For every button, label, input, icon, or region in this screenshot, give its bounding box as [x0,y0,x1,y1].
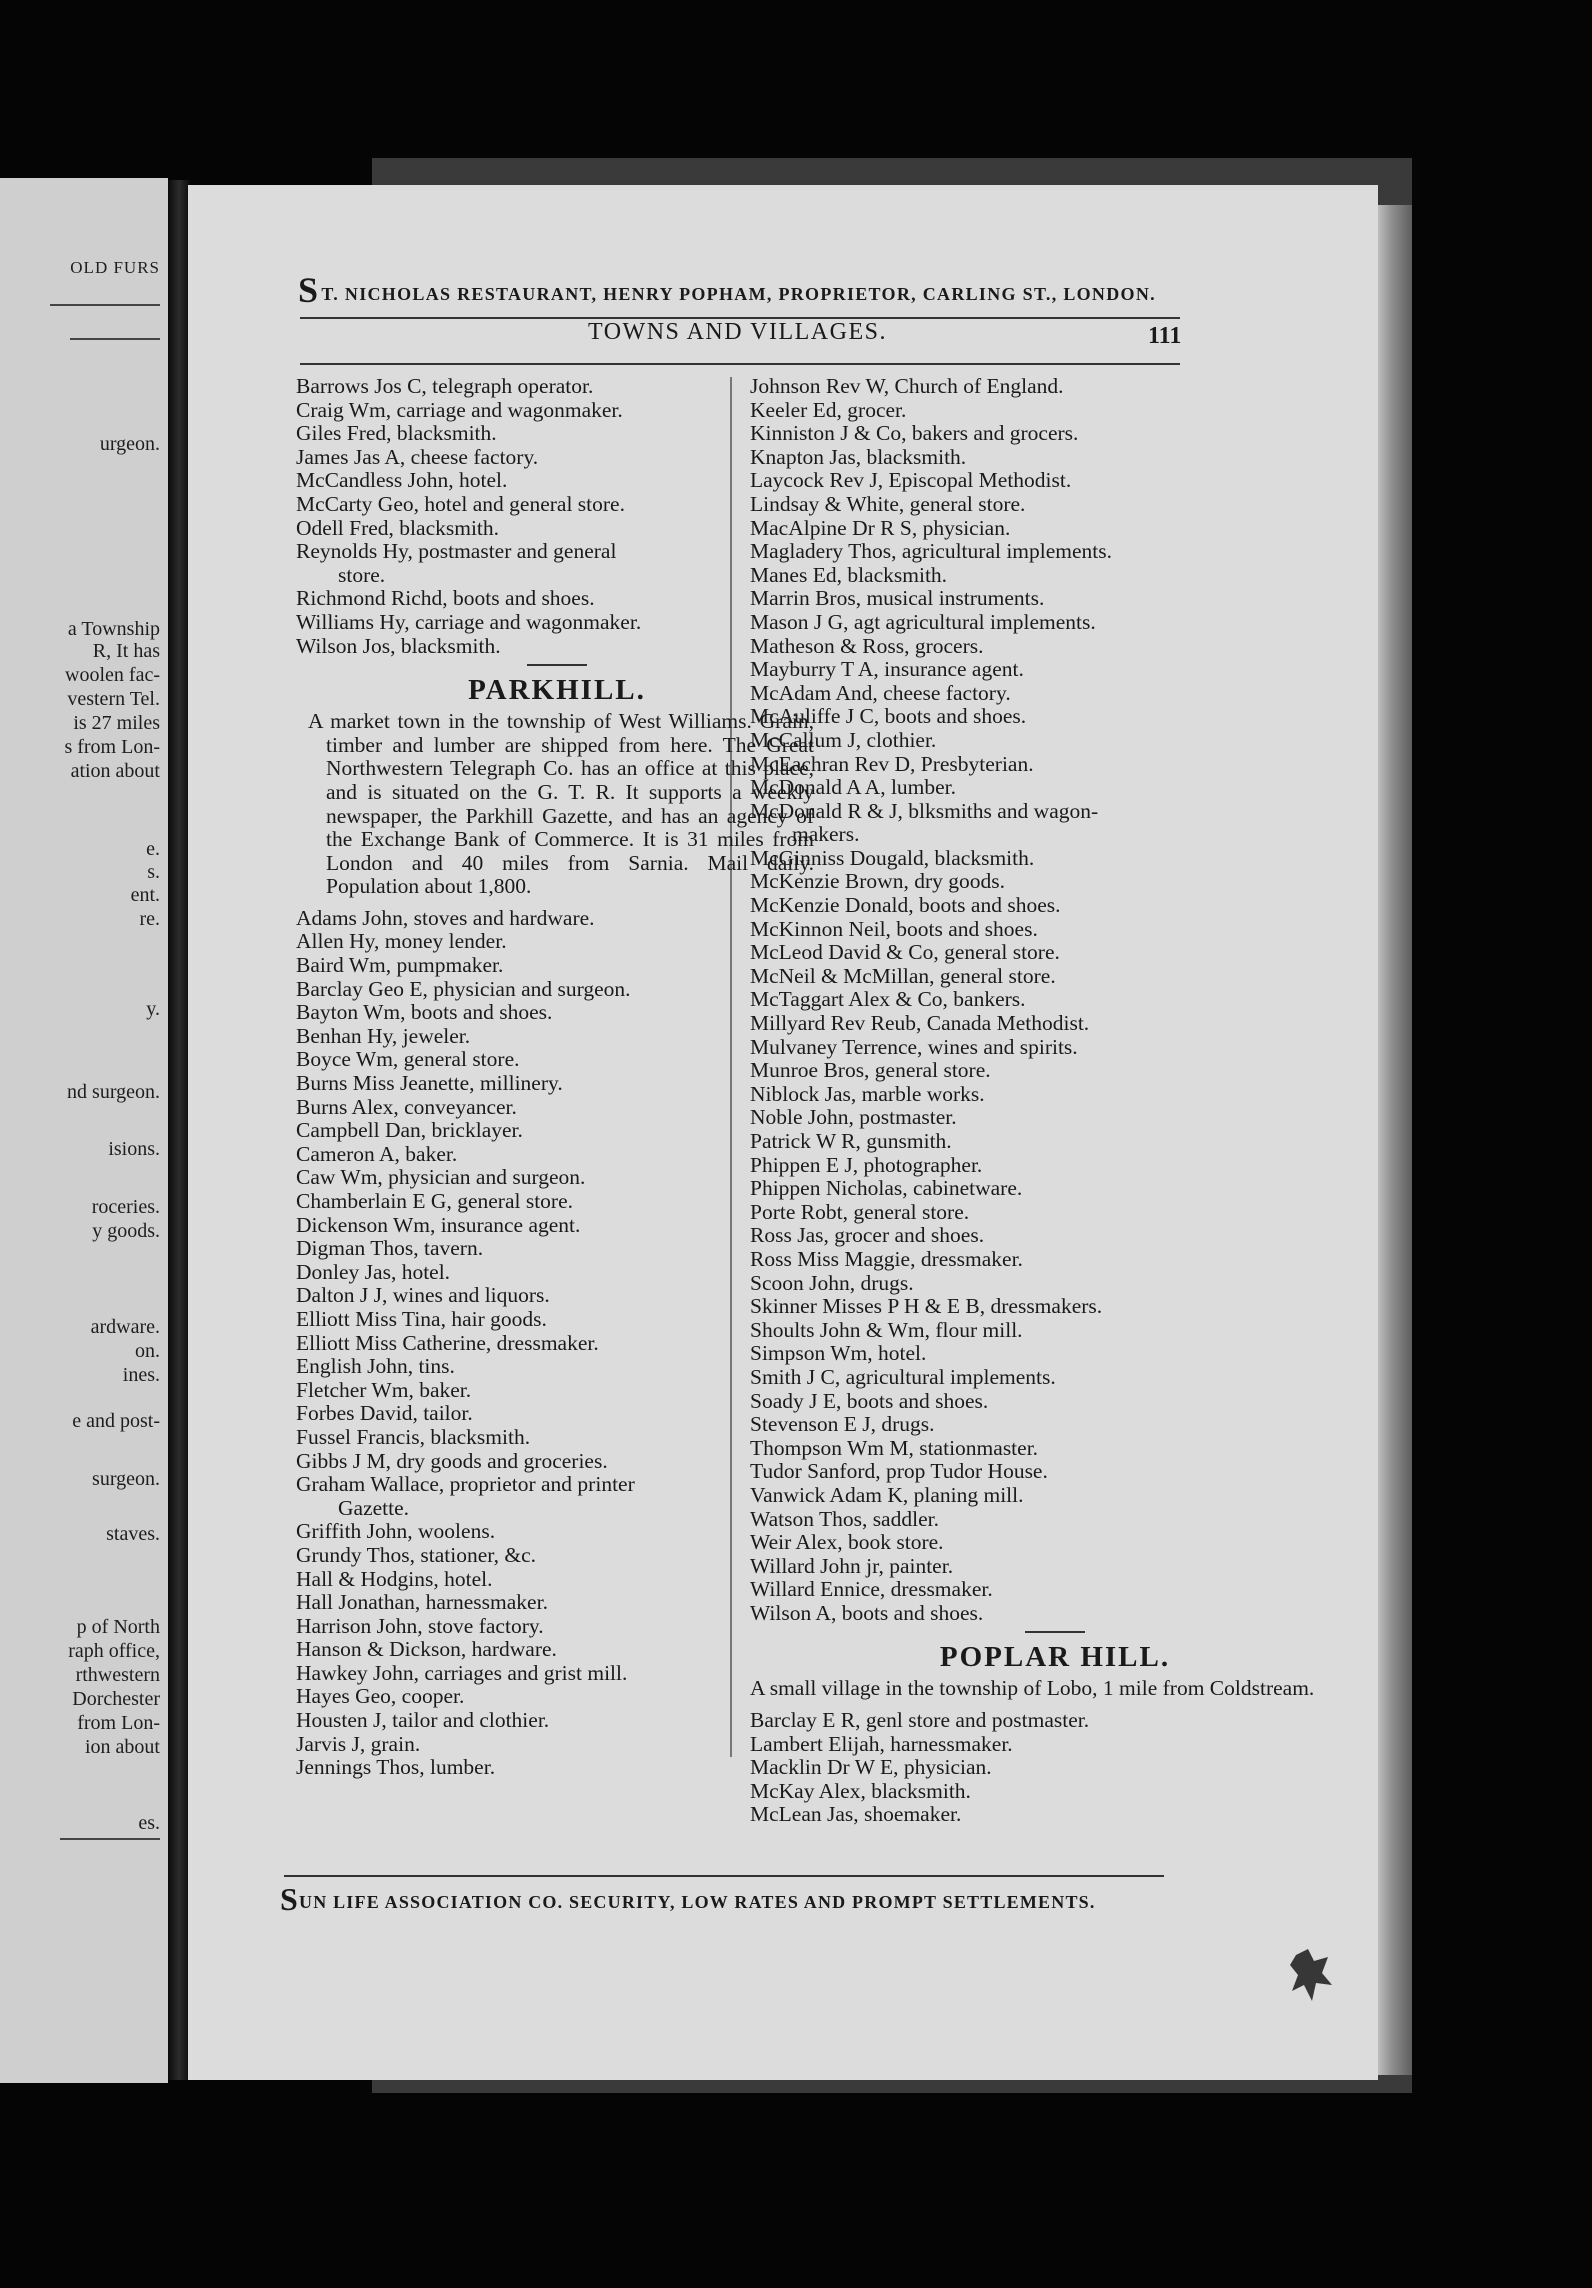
facing-page-line: Dorchester [72,1688,160,1710]
listing-entry: Macklin Dr W E, physician. [750,1755,992,1780]
ink-blot-mark [1288,1945,1334,2005]
listing-entry: Hanson & Dickson, hardware. [296,1637,557,1662]
listing-entry: Caw Wm, physician and surgeon. [296,1165,586,1190]
listing-entry: Bayton Wm, boots and shoes. [296,1000,553,1025]
listing-entry: Thompson Wm M, stationmaster. [750,1435,1039,1460]
listing-entry: Phippen E J, photographer. [750,1152,983,1177]
facing-page-line: OLD FURS [70,258,160,277]
listing-entry: Vanwick Adam K, planing mill. [750,1482,1024,1507]
listing-entry: Niblock Jas, marble works. [750,1081,985,1106]
parkhill-entries-a [296,907,818,1473]
facing-page-line: vestern Tel. [67,688,160,710]
facing-page-rule [50,304,160,306]
facing-page-line: on. [135,1340,160,1362]
listing-entry: Watson Thos, saddler. [750,1506,939,1531]
facing-page-line: re. [139,908,160,930]
listing-entry: Soady J E, boots and shoes. [750,1388,989,1413]
listing-entry: Wilson Jos, blacksmith. [296,633,501,658]
listing-entry: McKay Alex, blacksmith. [750,1778,971,1803]
listing-entry: Barrows Jos C, telegraph operator. [296,374,594,398]
facing-page-line: y. [146,998,160,1020]
listing-entry: Griffith John, woolens. [296,1519,496,1544]
listing-entry: Allen Hy, money lender. [296,929,507,954]
listing-entry: Shoults John & Wm, flour mill. [750,1317,1023,1342]
facing-page-line: roceries. [91,1196,160,1218]
facing-page-line: ardware. [90,1316,160,1338]
listing-entry: Burns Alex, conveyancer. [296,1094,517,1119]
listing-entry: Hall & Hodgins, hotel. [296,1566,493,1591]
listing-entry: McCandless John, hotel. [296,468,508,493]
listing-entry: Knapton Jas, blacksmith. [750,444,967,469]
directory-page [188,185,1378,2080]
facing-page-line: nd surgeon. [67,1081,160,1103]
facing-page-line: staves. [106,1523,160,1545]
listing-entry: Porte Robt, general store. [750,1199,970,1224]
left-column [296,375,818,1780]
listing-entry: Noble John, postmaster. [750,1105,957,1130]
header-rule-bottom [300,363,1180,365]
facing-page-rule [70,338,160,340]
listing-entry: Odell Fred, blacksmith. [296,515,500,540]
listing-entry: McEachran Rev D, Presbyterian. [750,751,1034,776]
listing-entry: Matheson & Ross, grocers. [750,633,984,658]
listing-entry: Graham Wallace, proprietor and printer [296,1472,635,1497]
facing-page-line: raph office, [68,1640,160,1662]
listing-entry: Mason J G, agt agricultural implements. [750,609,1096,634]
listing-entry: Boyce Wm, general store. [296,1047,520,1072]
listing-entry: Mulvaney Terrence, wines and spirits. [750,1034,1078,1059]
listing-entry: Hawkey John, carriages and grist mill. [296,1660,628,1685]
listing-entry: Mayburry T A, insurance agent. [750,657,1024,682]
facing-page-line: ines. [122,1364,160,1386]
listing-entry: Willard John jr, painter. [750,1553,954,1578]
facing-page-line: y goods. [92,1220,160,1242]
listing-entry: Dalton J J, wines and liquors. [296,1283,550,1308]
right-column [750,375,1360,1827]
facing-page-line: isions. [108,1138,160,1160]
listing-entry: McTaggart Alex & Co, bankers. [750,987,1026,1012]
facing-page-line: rthwestern [75,1664,160,1686]
parkhill-entries-c [750,375,1360,800]
banner-initial: S [298,270,320,310]
listing-entry: Kinniston J & Co, bakers and grocers. [750,421,1079,446]
listing-entry: Cameron A, baker. [296,1141,458,1166]
listing-entry: Jennings Thos, lumber. [296,1755,496,1780]
listing-entry: Elliott Miss Tina, hair goods. [296,1306,547,1331]
facing-page-line: from Lon- [77,1712,160,1734]
listing-entry: Donley Jas, hotel. [296,1259,451,1284]
listing-entry: Tudor Sanford, prop Tudor House. [750,1459,1048,1484]
section-description-poplar-hill: A small village in the township of Lobo, 1 mile from Coldstream. [750,1676,1315,1701]
facing-page-line: woolen fac- [65,664,160,686]
listing-entry: Ross Miss Maggie, dressmaker. [750,1246,1023,1271]
listing-entry: Weir Alex, book store. [750,1530,944,1555]
listing-entry-continuation: store. [338,562,386,587]
facing-page-line: e and post- [72,1410,160,1432]
facing-page-line: s. [147,861,160,883]
listing-entry: Wilson A, boots and shoes. [750,1600,984,1625]
listing-entry: Elliott Miss Catherine, dressmaker. [296,1330,599,1355]
listing-entry: Fletcher Wm, baker. [296,1377,472,1402]
facing-page-line: is 27 miles [73,712,160,734]
section-heading-poplar-hill: POPLAR HILL. [939,1641,1171,1674]
listing-entry: Baird Wm, pumpmaker. [296,953,504,978]
listing-entry: Giles Fred, blacksmith. [296,421,497,446]
listing-entry: Ross Jas, grocer and shoes. [750,1223,985,1248]
listing-entry: Housten J, tailor and clothier. [296,1708,550,1733]
listing-entry: McLean Jas, shoemaker. [750,1802,962,1827]
listing-entry: Harrison John, stove factory. [296,1613,544,1638]
parkhill-entries-d [750,847,1360,1626]
section-divider [1025,1631,1085,1633]
listing-entry: Patrick W R, gunsmith. [750,1129,952,1153]
listing-entry: Skinner Misses P H & E B, dressmakers. [750,1294,1103,1319]
running-head: TOWNS AND VILLAGES. [588,319,887,345]
listing-entry: Benhan Hy, jeweler. [296,1023,471,1048]
page-number: 111 [1148,323,1182,349]
listing-entry: Willard Ennice, dressmaker. [750,1577,993,1602]
facing-page-line: urgeon. [99,433,160,455]
listing-entry: Richmond Richd, boots and shoes. [296,586,595,611]
facing-page-line: e. [146,838,160,860]
parkhill-entries-b [296,1520,818,1780]
listing-entry: Hall Jonathan, harnessmaker. [296,1590,548,1615]
listing-entry: McCarty Geo, hotel and general store. [296,491,625,516]
listing-entry: Simpson Wm, hotel. [750,1341,927,1366]
listing-entry: James Jas A, cheese factory. [296,444,539,469]
listing-entry: McAuliffe J C, boots and shoes. [750,704,1027,729]
facing-page-line: surgeon. [92,1468,160,1490]
listing-entry-continuation: makers. [792,822,860,847]
listing-entry: Digman Thos, tavern. [296,1236,484,1261]
facing-page-line: es. [138,1812,160,1834]
listing-entry: McGinniss Dougald, blacksmith. [750,845,1035,870]
continued-entries [296,375,818,540]
listing-entry: Magladery Thos, agricultural implements. [750,539,1113,564]
listing-entry: Hayes Geo, cooper. [296,1684,465,1709]
listing-entry: Gibbs J M, dry goods and groceries. [296,1448,608,1473]
listing-entry: Smith J C, agricultural implements. [750,1364,1056,1389]
listing-entry: Munroe Bros, general store. [750,1058,991,1083]
footer-rule [284,1875,1164,1877]
listing-entry: Fussel Francis, blacksmith. [296,1424,531,1449]
listing-entry: Grundy Thos, stationer, &c. [296,1542,536,1567]
facing-page-line: a Township [67,618,160,640]
listing-entry: Adams John, stoves and hardware. [296,905,595,930]
facing-page-line: ion about [85,1736,160,1758]
listing-entry: Barclay E R, genl store and postmaster. [750,1708,1090,1733]
listing-entry: Laycock Rev J, Episcopal Methodist. [750,468,1072,493]
poplar-hill-entries [750,1709,1360,1827]
listing-entry: Barclay Geo E, physician and surgeon. [296,976,631,1001]
listing-entry: Keeler Ed, grocer. [750,397,907,422]
listing-entry: McKenzie Brown, dry goods. [750,869,1005,894]
listing-entry: Forbes David, tailor. [296,1401,473,1426]
listing-entry: Lambert Elijah, harnessmaker. [750,1731,1013,1756]
listing-entry-continuation: Gazette. [338,1495,410,1520]
facing-page-line: R, It has [92,640,160,662]
listing-entry: McCallum J, clothier. [750,727,937,752]
listing-entry: Millyard Rev Reub, Canada Methodist. [750,1011,1090,1036]
listing-entry: Dickenson Wm, insurance agent. [296,1212,581,1237]
listing-entry: McKenzie Donald, boots and shoes. [750,893,1061,918]
footer-text: UN LIFE ASSOCIATION CO. SECURITY, LOW RATES AND PROMPT SETTLEMENTS. [299,1892,1096,1912]
advertisement-footer [280,1881,1096,1918]
listing-entry: McDonald R & J, blksmiths and wagon- [750,798,1099,823]
listing-entry: Williams Hy, carriage and wagonmaker. [296,609,642,634]
section-description-parkhill: A market town in the township of West Williams. Grain, timber and lumber are shipped from here. The Great Northwestern Telegraph Co. has an office at this place, and is situated on the G. T. R. It supports a weekly newspaper, the Parkhill Gazette, and has an agency of the Exchange Bank of Commerce. It is 31 miles from London and 40 miles from Sarnia. Mail daily. Population about 1,800. [308,709,814,899]
listing-entry: McNeil & McMillan, general store. [750,963,1056,988]
listing-entry: Phippen Nicholas, cabinetware. [750,1176,1023,1201]
facing-page-rule [60,1838,160,1840]
facing-page-line: ation about [70,760,160,782]
listing-entry: Scoon John, drugs. [750,1270,914,1295]
listing-entry: Campbell Dan, bricklayer. [296,1118,523,1143]
advertisement-banner [298,269,1156,311]
listing-entry: Reynolds Hy, postmaster and general [296,539,617,564]
listing-entry: McAdam And, cheese factory. [750,680,1011,705]
listing-entry: Johnson Rev W, Church of England. [750,374,1064,398]
page-edge [1378,205,1412,2075]
listing-entry: McLeod David & Co, general store. [750,940,1060,965]
listing-entry: Stevenson E J, drugs. [750,1412,935,1437]
listing-entry: Burns Miss Jeanette, millinery. [296,1071,563,1096]
listing-entry: English John, tins. [296,1354,455,1379]
facing-page-line: ent. [130,884,160,906]
book-gutter [168,180,190,2080]
listing-entry: Chamberlain E G, general store. [296,1189,574,1213]
section-heading-parkhill: PARKHILL. [468,674,646,707]
continued-entries-tail [296,587,818,658]
listing-entry: Manes Ed, blacksmith. [750,562,948,587]
facing-page-line: s from Lon- [64,736,160,758]
listing-entry: McKinnon Neil, boots and shoes. [750,916,1038,941]
listing-entry: McDonald A A, lumber. [750,775,957,800]
listing-entry: Lindsay & White, general store. [750,491,1026,516]
listing-entry: Jarvis J, grain. [296,1731,421,1756]
facing-page-fragment [0,178,168,2083]
footer-initial: S [280,1881,299,1917]
section-divider [527,664,587,666]
listing-entry: MacAlpine Dr R S, physician. [750,515,1011,540]
banner-text: T. NICHOLAS RESTAURANT, HENRY POPHAM, PROPRIETOR, CARLING ST., LONDON. [321,284,1156,304]
listing-entry: Craig Wm, carriage and wagonmaker. [296,397,623,422]
facing-page-line: p of North [76,1616,160,1638]
listing-entry: Marrin Bros, musical instruments. [750,586,1045,611]
